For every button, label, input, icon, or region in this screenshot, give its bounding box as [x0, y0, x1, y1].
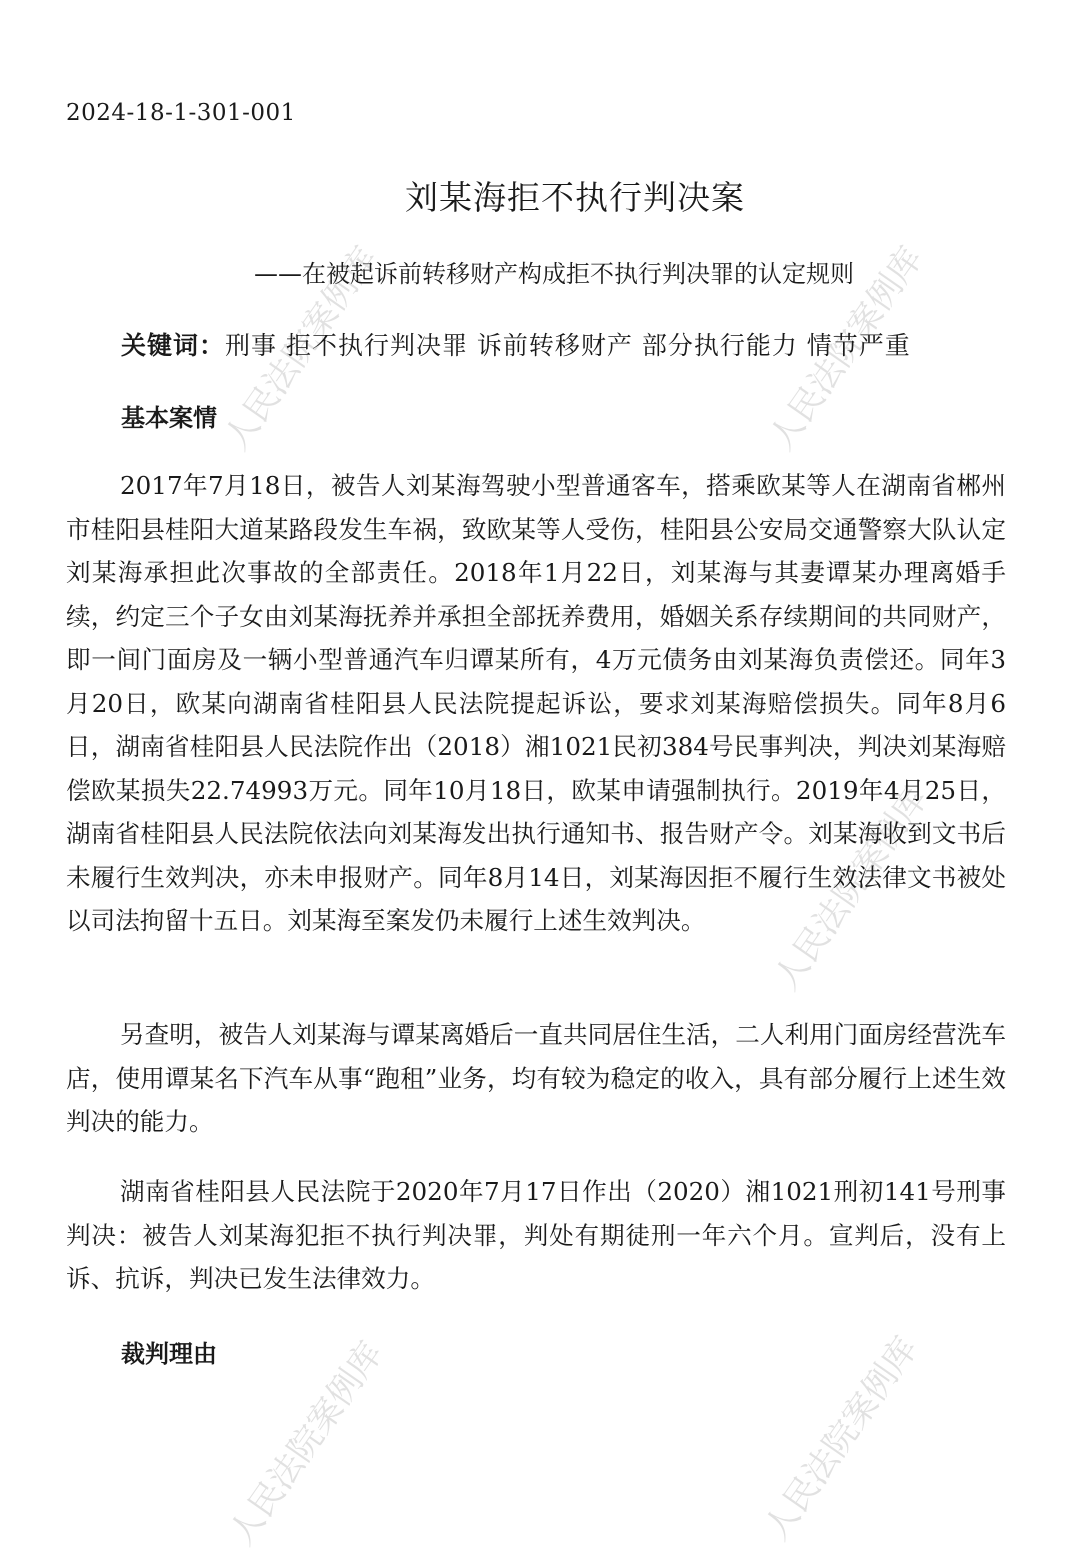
watermark: 人民法院案例库 [216, 239, 386, 458]
watermark: 人民法院案例库 [221, 1334, 391, 1553]
keywords-label: 关键词： [121, 331, 226, 360]
watermark: 人民法院案例库 [766, 779, 936, 998]
page-title: 刘某海拒不执行判决案 [405, 178, 745, 217]
watermark: 人民法院案例库 [756, 1329, 926, 1548]
section-heading-reasoning: 裁判理由 [121, 1340, 217, 1368]
paragraph-facts: 2017年7月18日，被告人刘某海驾驶小型普通客车，搭乘欧某等人在湖南省郴州市桂阳县桂阳大道某路段发生车祸，致欧某等人受伤，桂阳县公安局交通警察大队认定刘某海承担此次事故的全部责任。2018年1月22日，刘某海与其妻谭某办理离婚手续，约定三个子女由刘某海抚养并承担全部抚养费用，婚姻关系存续期间的共同财产，即一间门面房及一辆小型普通汽车归谭某所有，4万元债务由刘某海负责偿还。同年3月20日，欧某向湖南省桂阳县人民法院提起诉讼，要求刘某海赔偿损失。同年8月6日，湖南省桂阳县人民法院作出（2018）湘1021民初384号民事判决，判决刘某海赔偿欧某损失22.74993万元。同年10月18日，欧某申请强制执行。2019年4月25日，湖南省桂阳县人民法院依法向刘某海发出执行通知书、报告财产令。刘某海收到文书后未履行生效判决，亦未申报财产。同年8月14日，刘某海因拒不履行生效法律文书被处以司法拘留十五日。刘某海至案发仍未履行上述生效判决。 [66, 471, 1006, 935]
keywords-line [121, 326, 911, 362]
page-subtitle: ——在被起诉前转移财产构成拒不执行判决罪的认定规则 [254, 260, 854, 288]
case-number: 2024-18-1-301-001 [66, 100, 296, 126]
paragraph-further-findings: 另查明，被告人刘某海与谭某离婚后一直共同居住生活，二人利用门面房经营洗车店，使用谭某名下汽车从事“跑租”业务，均有较为稳定的收入，具有部分履行上述生效判决的能力。 [66, 1020, 1006, 1136]
watermark: 人民法院案例库 [761, 239, 931, 458]
keywords-list: 刑事 拒不执行判决罪 诉前转移财产 部分执行能力 情节严重 [225, 331, 911, 360]
paragraph-judgment: 湖南省桂阳县人民法院于2020年7月17日作出（2020）湘1021刑初141号刑事判决：被告人刘某海犯拒不执行判决罪，判处有期徒刑一年六个月。宣判后，没有上诉、抗诉，判决已发生法律效力。 [66, 1177, 1006, 1293]
section-heading-basic-facts: 基本案情 [121, 404, 217, 432]
